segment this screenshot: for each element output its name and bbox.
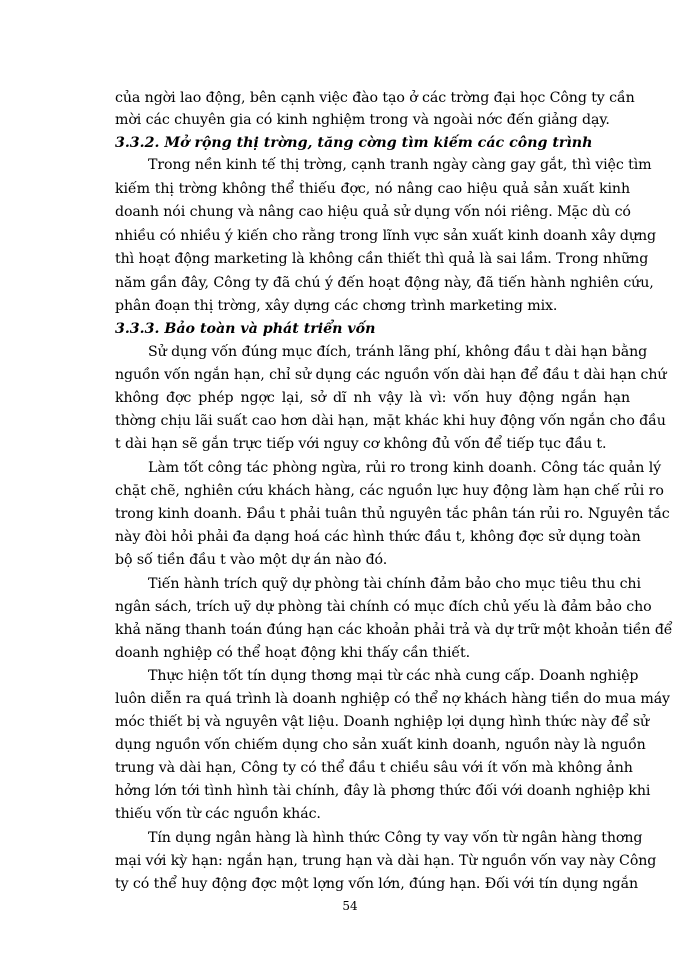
text-line: phân đoạn thị trờng, xây dựng các chơng trình marketing mix. bbox=[115, 298, 558, 314]
section-heading-3-3-3: 3.3.3. Bảo toàn và phát triển vốn bbox=[115, 321, 376, 337]
text-line: kiếm thị trờng không thể thiếu đợc, nó nâng cao hiệu quả sản xuất kinh bbox=[115, 181, 630, 197]
text-line: trung và dài hạn, Công ty có thể đầu t chiều sâu với ít vốn mà không ảnh bbox=[115, 760, 633, 776]
text-line: ty có thể huy động đợc một lợng vốn lớn, đúng hạn. Đối với tín dụng ngắn bbox=[115, 876, 639, 892]
text-line: nhiều có nhiều ý kiến cho rằng trong lĩnh vực sản xuất kinh doanh xây dựng bbox=[115, 228, 656, 244]
text-line: ngân sách, trích uỹ dự phòng tài chính có mục đích chủ yếu là đảm bảo cho bbox=[115, 599, 652, 615]
text-line: doanh nói chung và nâng cao hiệu quả sử dụng vốn nói riêng. Mặc dù có bbox=[115, 204, 631, 220]
text-line: luôn diễn ra quá trình là doanh nghiệp có thể nợ khách hàng tiền do mua máy bbox=[115, 691, 670, 707]
text-line: của ngời lao động, bên cạnh việc đào tạo ở các trờng đại học Công ty cần bbox=[115, 90, 635, 106]
text-line: thờng chịu lãi suất cao hơn dài hạn, mặt khác khi huy động vốn ngắn cho đầu bbox=[115, 413, 666, 429]
text-line: Thực hiện tốt tín dụng thơng mại từ các nhà cung cấp. Doanh nghiệp bbox=[148, 668, 639, 684]
text-line: doanh nghiệp có thể hoạt động khi thấy cần thiết. bbox=[115, 645, 471, 661]
text-line: trong kinh doanh. Đầu t phải tuân thủ nguyên tắc phân tán rủi ro. Nguyên tắc bbox=[115, 506, 670, 522]
text-line: nguồn vốn ngắn hạn, chỉ sử dụng các nguồn vốn dài hạn để đầu t dài hạn chứ bbox=[115, 367, 667, 383]
text-line: móc thiết bị và nguyên vật liệu. Doanh nghiệp lợi dụng hình thức này để sử bbox=[115, 714, 650, 730]
text-line: t dài hạn sẽ gắn trực tiếp với nguy cơ không đủ vốn để tiếp tục đầu t. bbox=[115, 436, 607, 452]
text-line: Tiến hành trích quỹ dự phòng tài chính đảm bảo cho mục tiêu thu chi bbox=[148, 576, 641, 592]
text-line: Tín dụng ngân hàng là hình thức Công ty vay vốn từ ngân hàng thơng bbox=[148, 830, 643, 846]
text-line: thì hoạt động marketing là không cần thiết thì quả là sai lầm. Trong những bbox=[115, 251, 649, 267]
text-line: dụng nguồn vốn chiếm dụng cho sản xuất kinh doanh, nguồn này là nguồn bbox=[115, 737, 646, 753]
text-line: chặt chẽ, nghiên cứu khách hàng, các nguồn lực huy động làm hạn chế rủi ro bbox=[115, 483, 664, 499]
text-line: Trong nền kinh tế thị trờng, cạnh tranh ngày càng gay gắt, thì việc tìm bbox=[148, 157, 652, 173]
text-line: bộ số tiền đầu t vào một dự án nào đó. bbox=[115, 552, 388, 568]
text-line: mại với kỳ hạn: ngắn hạn, trung hạn và dài hạn. Từ nguồn vốn vay này Công bbox=[115, 853, 657, 869]
page-number: 54 bbox=[342, 899, 358, 913]
section-heading-3-3-2: 3.3.2. Mở rộng thị trờng, tăng cờng tìm kiếm các công trình bbox=[115, 135, 593, 151]
text-line: này đòi hỏi phải đa dạng hoá các hình thức đầu t, không đợc sử dụng toàn bbox=[115, 529, 641, 545]
text-line: Làm tốt công tác phòng ngừa, rủi ro trong kinh doanh. Công tác quản lý bbox=[148, 460, 662, 476]
text-line: không đợc phép ngợc lại, sở dĩ nh vậy là vì: vốn huy động ngắn hạn bbox=[115, 390, 630, 406]
text-line: khả năng thanh toán đúng hạn các khoản phải trả và dự trữ một khoản tiền để bbox=[115, 622, 673, 638]
text-line: mời các chuyên gia có kinh nghiệm trong và ngoài nớc đến giảng dạy. bbox=[115, 112, 610, 128]
text-line: năm gần đây, Công ty đã chú ý đến hoạt động này, đã tiến hành nghiên cứu, bbox=[115, 275, 654, 291]
text-line: hởng lớn tới tình hình tài chính, đây là phơng thức đối với doanh nghiệp khi bbox=[115, 783, 651, 799]
text-line: Sử dụng vốn đúng mục đích, tránh lãng phí, không đầu t dài hạn bằng bbox=[148, 344, 648, 360]
text-line: thiếu vốn từ các nguồn khác. bbox=[115, 806, 321, 822]
